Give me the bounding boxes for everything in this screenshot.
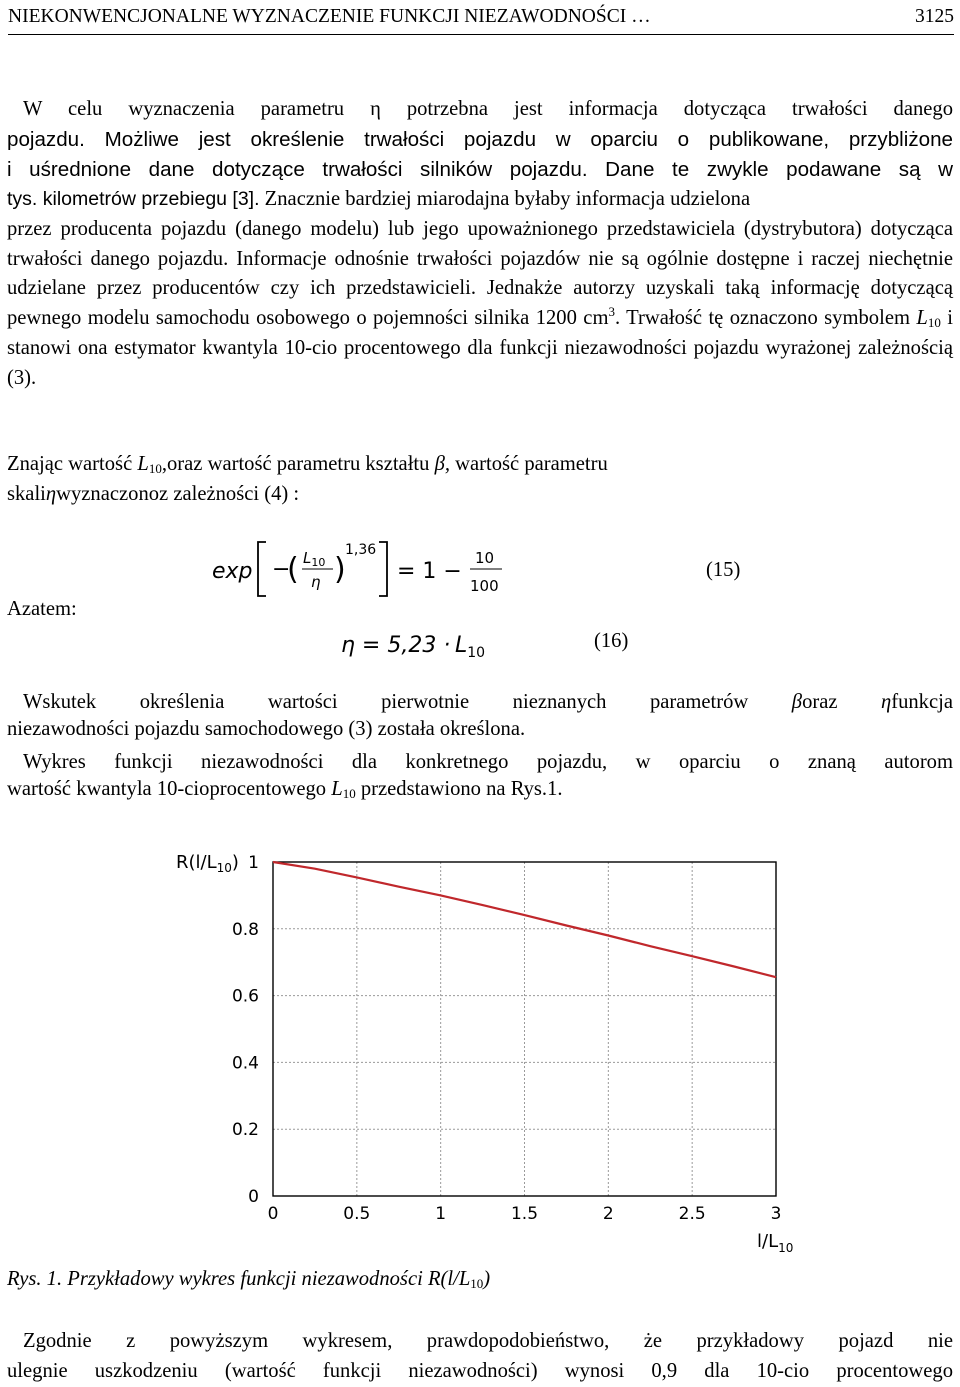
eq16-number: (16) — [594, 630, 629, 652]
para3-l4a: wartość kwantyla 10-cioprocentowego — [7, 778, 332, 800]
symbol-L: L — [331, 778, 343, 800]
para1-rest2: . Trwałość tę oznaczono symbolem — [614, 307, 917, 330]
chart-grid — [273, 862, 776, 1196]
eq15-rhs-num: 10 — [475, 549, 495, 567]
azatem-label: Azatem: — [7, 598, 77, 620]
eq15-rhs: = 1 − — [397, 559, 462, 584]
para1-line-3: i uśrednione dane dotyczące trwałości silników pojazdu. Dane te zwykle podawane są w — [7, 158, 953, 181]
para2-d: skali — [7, 483, 46, 505]
header-title: NIEKONWENCJONALNE WYZNACZENIE FUNKCJI NIEZAWODNOŚCI … — [8, 6, 651, 27]
para2-c: wartość parametru — [450, 453, 608, 475]
subscript-10: 10 — [342, 786, 356, 801]
x-tick-label: 2 — [602, 1204, 614, 1224]
para1-rest-text: przez producenta pojazdu (danego modelu) lub jego upoważnionego przedstawiciela (dystrybutora) dotycząca trwałości danego pojazdu. Informacje odnośnie trwałości pojazdów nie są ogólnie dostępne i raczej niechętnie udzielane przez producentów czy ich przedstawicieli. Jednakże autorzy uzyskali taką informację dotyczącą pewnego modelu samochodu osobowego o pojemności silnika 1200 cm — [7, 218, 953, 330]
para2-line-2 — [7, 483, 299, 506]
y-tick-label: 1 — [248, 853, 259, 873]
y-tick-label: 0.4 — [231, 1053, 259, 1074]
symbol-L: L — [916, 307, 928, 330]
para1-rest3: i stanowi ona estymator kwantyla 10-cio procentowego dla funkcji niezawodności pojazdu wyrażonej zależnością (3). — [7, 307, 953, 389]
para1-line-4-serif: Znacznie bardziej miarodajna byłaby informacja udzielona — [259, 188, 751, 210]
eq16-lhs: η = 5,23 · — [341, 633, 451, 658]
eq15-rhs-den: 100 — [470, 577, 499, 595]
para3-l1a: Wskutek określenia wartości pierwotnie nieznanych parametrów — [23, 691, 792, 713]
y-tick-label: 0.2 — [231, 1120, 259, 1141]
symbol-beta: β — [791, 691, 803, 713]
para2-line-1 — [7, 453, 608, 476]
x-tick-label: 2.5 — [678, 1204, 706, 1224]
reliability-chart — [0, 835, 960, 1265]
x-tick-label: 1.5 — [510, 1204, 539, 1224]
figure-caption — [7, 1268, 490, 1291]
para1-line-4-sans: tys. kilometrów przebiegu [3]. — [7, 188, 260, 210]
superscript-3: 3 — [608, 304, 615, 320]
symbol-eta: η — [881, 691, 892, 713]
para2-a: Znając wartość — [7, 453, 138, 475]
symbol-eta: η — [45, 483, 57, 505]
page-number: 3125 — [915, 6, 954, 27]
eq16-L: $L_{10}$ — [455, 633, 486, 661]
subscript-10: 10 — [148, 461, 162, 476]
para3-line-1 — [7, 688, 953, 718]
para3-line-2: niezawodności pojazdu samochodowego (3) została określona. — [7, 718, 526, 740]
para1-line-1: W celu wyznaczenia parametru η potrzebna jest informacja dotycząca trwałości danego — [23, 98, 953, 120]
para1-line-2: pojazdu. Możliwe jest określenie trwałości pojazdu w oparciu o publikowane, przybliżone — [7, 128, 953, 151]
para4-line-1: Zgodnie z powyższym wykresem, prawdopodobieństwo, że przykładowy pojazd nie — [23, 1330, 953, 1352]
eq15-left-paren: ( — [287, 552, 299, 587]
chart-ylabel: $R(l/L_{10})$ — [176, 852, 239, 875]
eq15-frac-den: η — [311, 573, 321, 591]
x-tick-label: 1 — [435, 1204, 447, 1224]
para3-l1c: funkcja — [891, 691, 953, 713]
subscript-10: 10 — [927, 315, 941, 331]
x-tick-label: 3 — [770, 1204, 782, 1224]
para3-l4b: przedstawiono na Rys.1. — [355, 778, 563, 800]
para1-line-4 — [7, 185, 953, 215]
caption-text: Rys. 1. Przykładowy wykres funkcji niezawodności R(l/L — [7, 1268, 471, 1290]
running-header — [8, 4, 954, 35]
para1-rest — [7, 215, 953, 393]
y-tick-label: 0.8 — [231, 919, 259, 940]
para3-line-4 — [7, 778, 563, 801]
symbol-L: L — [137, 453, 149, 475]
eq15-frac-num: $L_{10}$ — [303, 549, 326, 569]
eq15-number: (15) — [706, 559, 741, 581]
chart-axes — [273, 862, 776, 1196]
y-tick-label: 0.6 — [231, 986, 259, 1007]
para3-l1b: oraz — [802, 691, 882, 713]
para2-b: ,oraz wartość parametru kształtu — [161, 453, 435, 475]
eq15-right-paren: ) — [334, 552, 346, 587]
eq15-minus: − — [272, 557, 291, 582]
caption-close: ) — [483, 1268, 491, 1290]
equations-block — [0, 530, 960, 670]
para3-line-3: Wykres funkcji niezawodności dla konkretnego pojazdu, w oparciu o znaną autorom — [23, 751, 953, 773]
x-tick-label: 0 — [267, 1204, 279, 1224]
x-tick-label: 0.5 — [343, 1204, 371, 1224]
plot-frame — [273, 862, 776, 1196]
para2-e: wyznaczonoz zależności (4) : — [56, 483, 300, 505]
para4-line-2: ulegnie uszkodzeniu (wartość funkcji niezawodności) wynosi 0,9 dla 10-cio procentowego — [7, 1360, 953, 1382]
eq15-right-bracket — [379, 542, 387, 596]
caption-subscript: 10 — [470, 1276, 484, 1291]
eq15-left-bracket — [258, 542, 266, 596]
y-tick-label: 0 — [248, 1187, 259, 1207]
chart-tick-labels — [232, 853, 781, 1224]
eq15-exp: exp — [212, 559, 253, 584]
chart-xlabel: $l/L_{10}$ — [757, 1231, 794, 1255]
symbol-beta: β, — [434, 453, 450, 475]
eq15-exponent: 1,36 — [345, 542, 377, 558]
